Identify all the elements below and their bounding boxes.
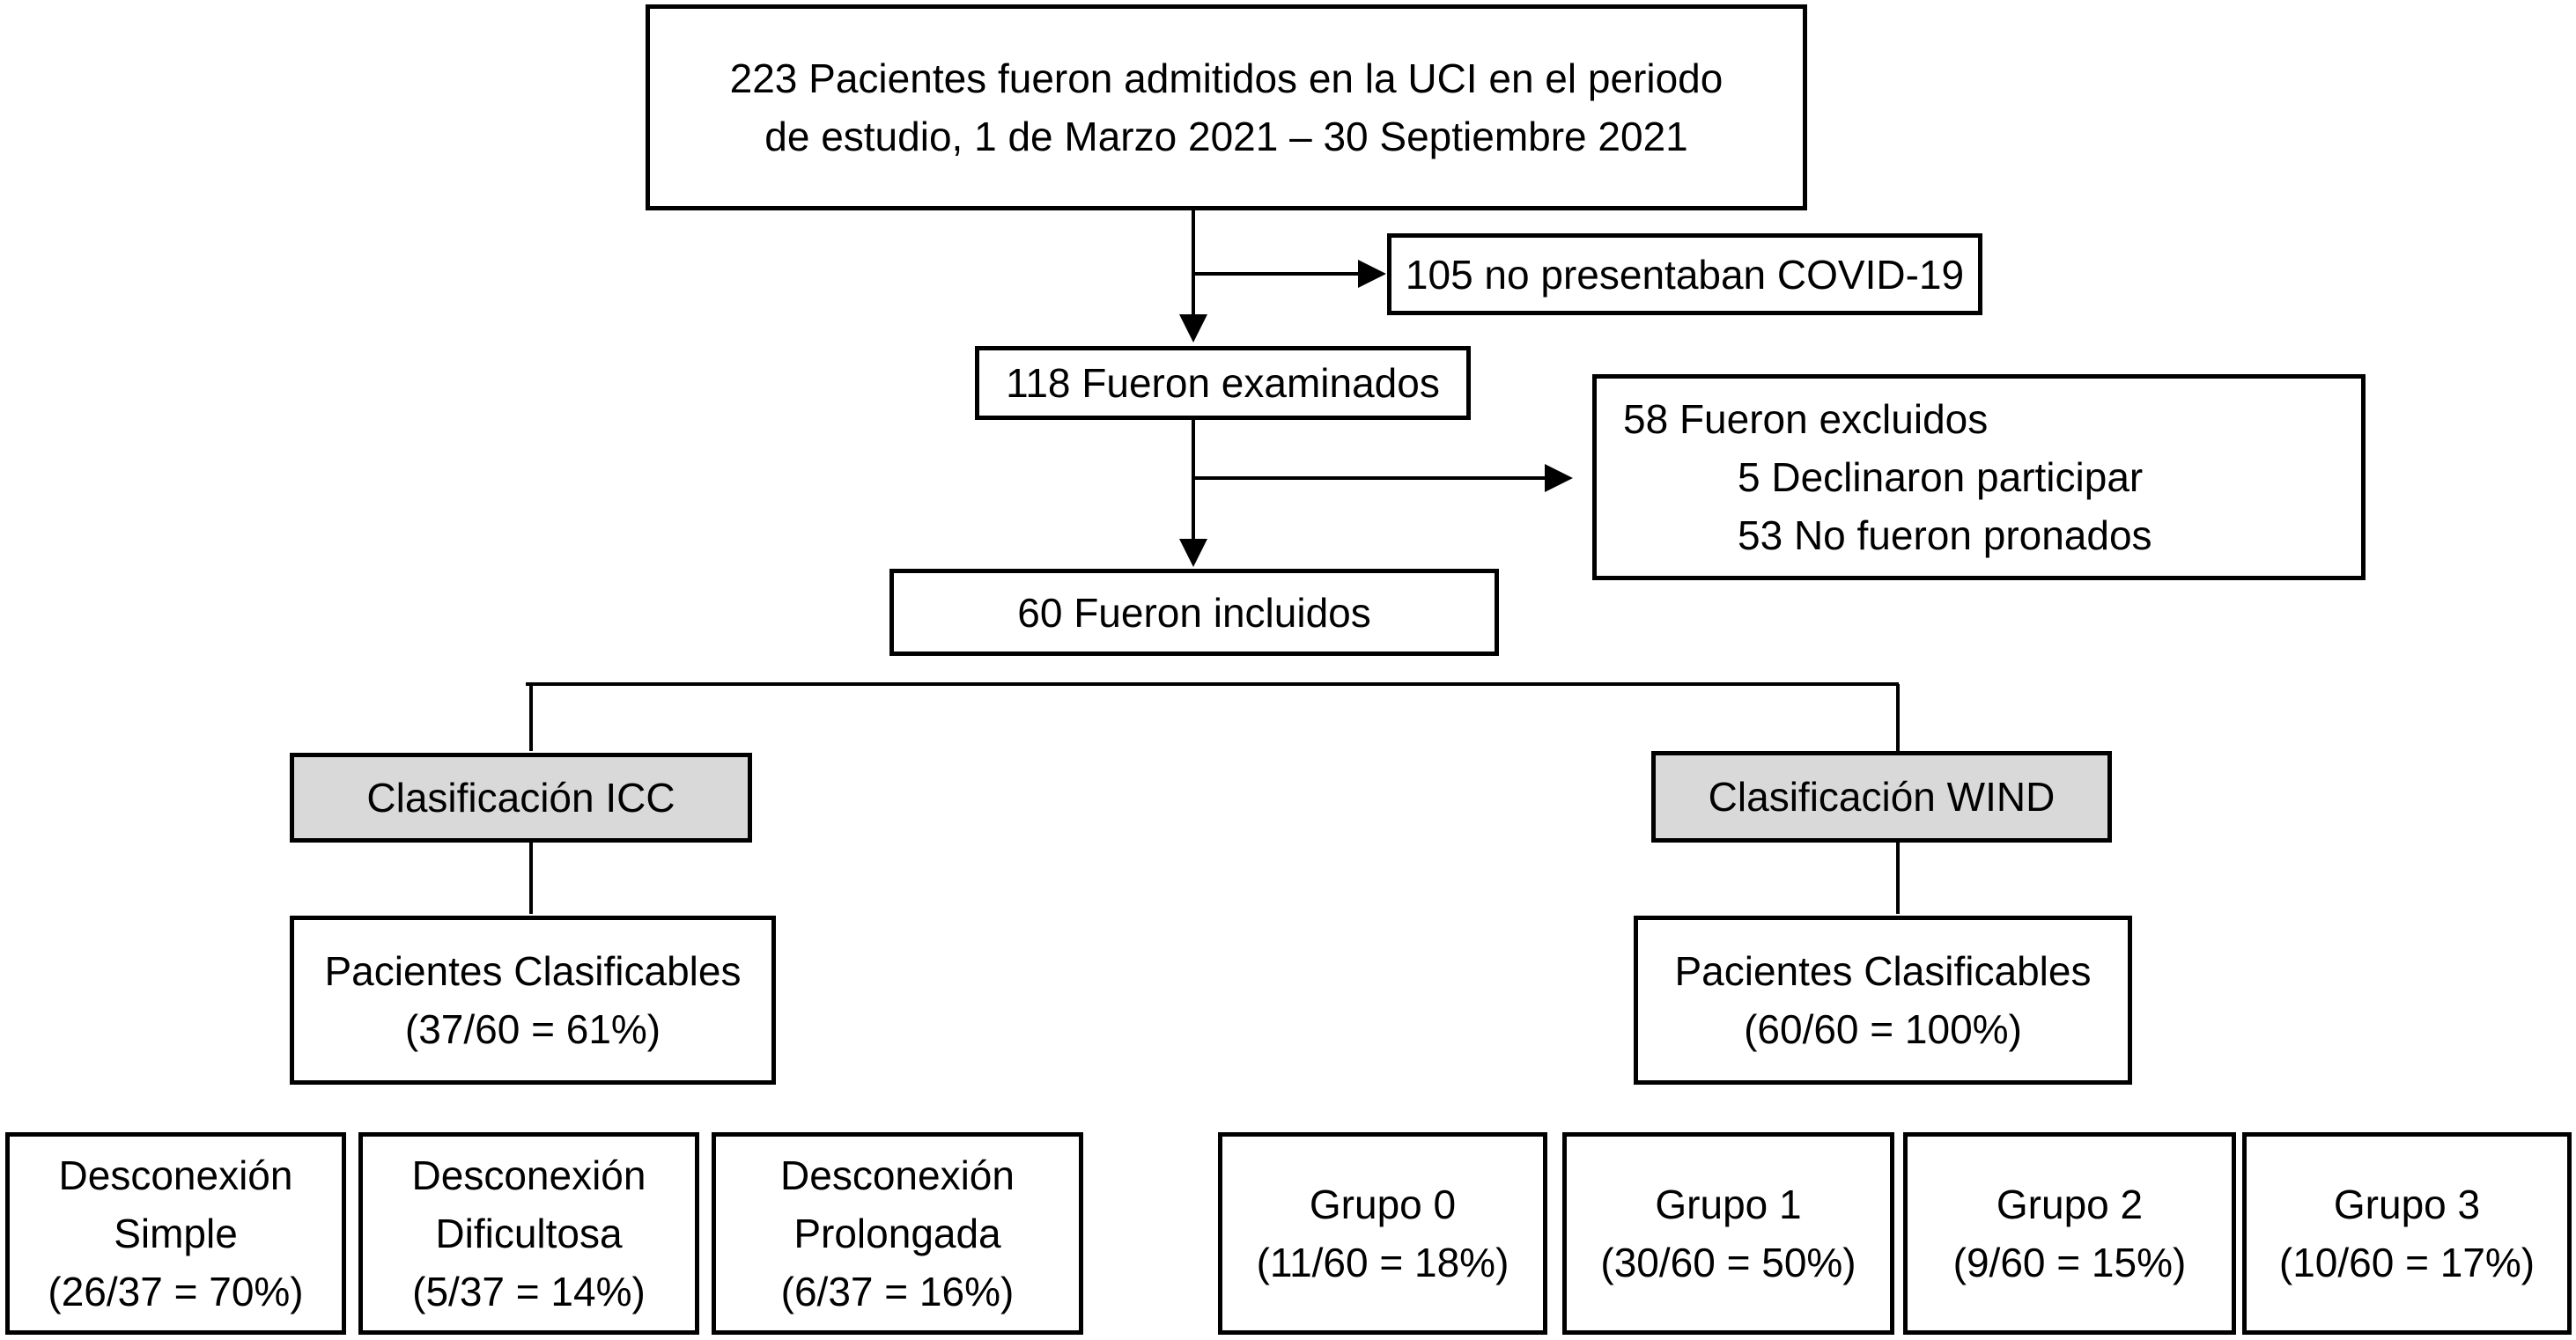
icc-group-difficult-box (358, 1132, 699, 1335)
included-box (889, 569, 1499, 656)
wind-group-2-box (1903, 1132, 2236, 1335)
icc-group-difficult-line-2: Dificultosa (435, 1211, 623, 1256)
icc-classifiable-label: Pacientes Clasificables (324, 948, 742, 994)
icc-group-difficult-line-1: Desconexión (411, 1152, 646, 1198)
icc-classification-box (290, 753, 752, 843)
wind-classifiable-value: (60/60 = 100%) (1744, 1006, 2022, 1052)
wind-classifiable-box (1634, 916, 2132, 1085)
icc-classifiable-value: (37/60 = 61%) (404, 1006, 661, 1052)
excluded-title: 58 Fueron excluidos (1623, 396, 1989, 442)
wind-group-0-box (1218, 1132, 1547, 1335)
included-label: 60 Fueron incluidos (1017, 589, 1371, 636)
admitted-line-1: 223 Pacientes fueron admitidos en la UCI en el periodo (729, 55, 1723, 101)
wind-group-2-value: (9/60 = 15%) (1952, 1240, 2187, 1285)
examined-label: 118 Fueron examinados (1006, 360, 1440, 406)
no-covid-box (1387, 233, 1982, 315)
icc-group-prolonged-line-1: Desconexión (780, 1152, 1015, 1198)
excluded-box (1592, 374, 2366, 580)
admitted-patients-box (646, 4, 1807, 210)
excluded-reason-declined: 5 Declinaron participar (1738, 454, 2144, 500)
icc-group-simple-value: (26/37 = 70%) (48, 1269, 304, 1314)
wind-classifiable-label: Pacientes Clasificables (1674, 948, 2092, 994)
wind-group-3-value: (10/60 = 17%) (2278, 1240, 2535, 1285)
no-covid-label: 105 no presentaban COVID-19 (1405, 251, 1965, 298)
icc-group-simple-line-2: Simple (114, 1211, 238, 1256)
icc-group-simple-box (5, 1132, 346, 1335)
wind-classification-title: Clasificación WIND (1708, 774, 2056, 820)
wind-group-1-label: Grupo 1 (1655, 1182, 1802, 1227)
wind-group-1-box (1562, 1132, 1894, 1335)
wind-group-1-value: (30/60 = 50%) (1600, 1240, 1856, 1285)
wind-group-3-box (2242, 1132, 2572, 1335)
icc-group-prolonged-value: (6/37 = 16%) (780, 1269, 1015, 1314)
icc-group-prolonged-box (712, 1132, 1083, 1335)
wind-group-2-label: Grupo 2 (1996, 1182, 2144, 1227)
admitted-line-2: de estudio, 1 de Marzo 2021 – 30 Septiembre 2021 (764, 114, 1688, 159)
excluded-reason-not-proned: 53 No fueron pronados (1738, 512, 2152, 558)
icc-group-difficult-value: (5/37 = 14%) (412, 1269, 646, 1314)
wind-group-0-value: (11/60 = 18%) (1256, 1240, 1509, 1285)
icc-group-simple-line-1: Desconexión (58, 1152, 293, 1198)
wind-group-3-label: Grupo 3 (2333, 1182, 2481, 1227)
examined-box (975, 346, 1471, 420)
icc-classification-title: Clasificación ICC (366, 775, 675, 821)
wind-group-0-label: Grupo 0 (1309, 1182, 1457, 1227)
icc-group-prolonged-line-2: Prolongada (793, 1211, 1001, 1256)
icc-classifiable-box (290, 916, 776, 1085)
wind-classification-box (1651, 751, 2112, 843)
